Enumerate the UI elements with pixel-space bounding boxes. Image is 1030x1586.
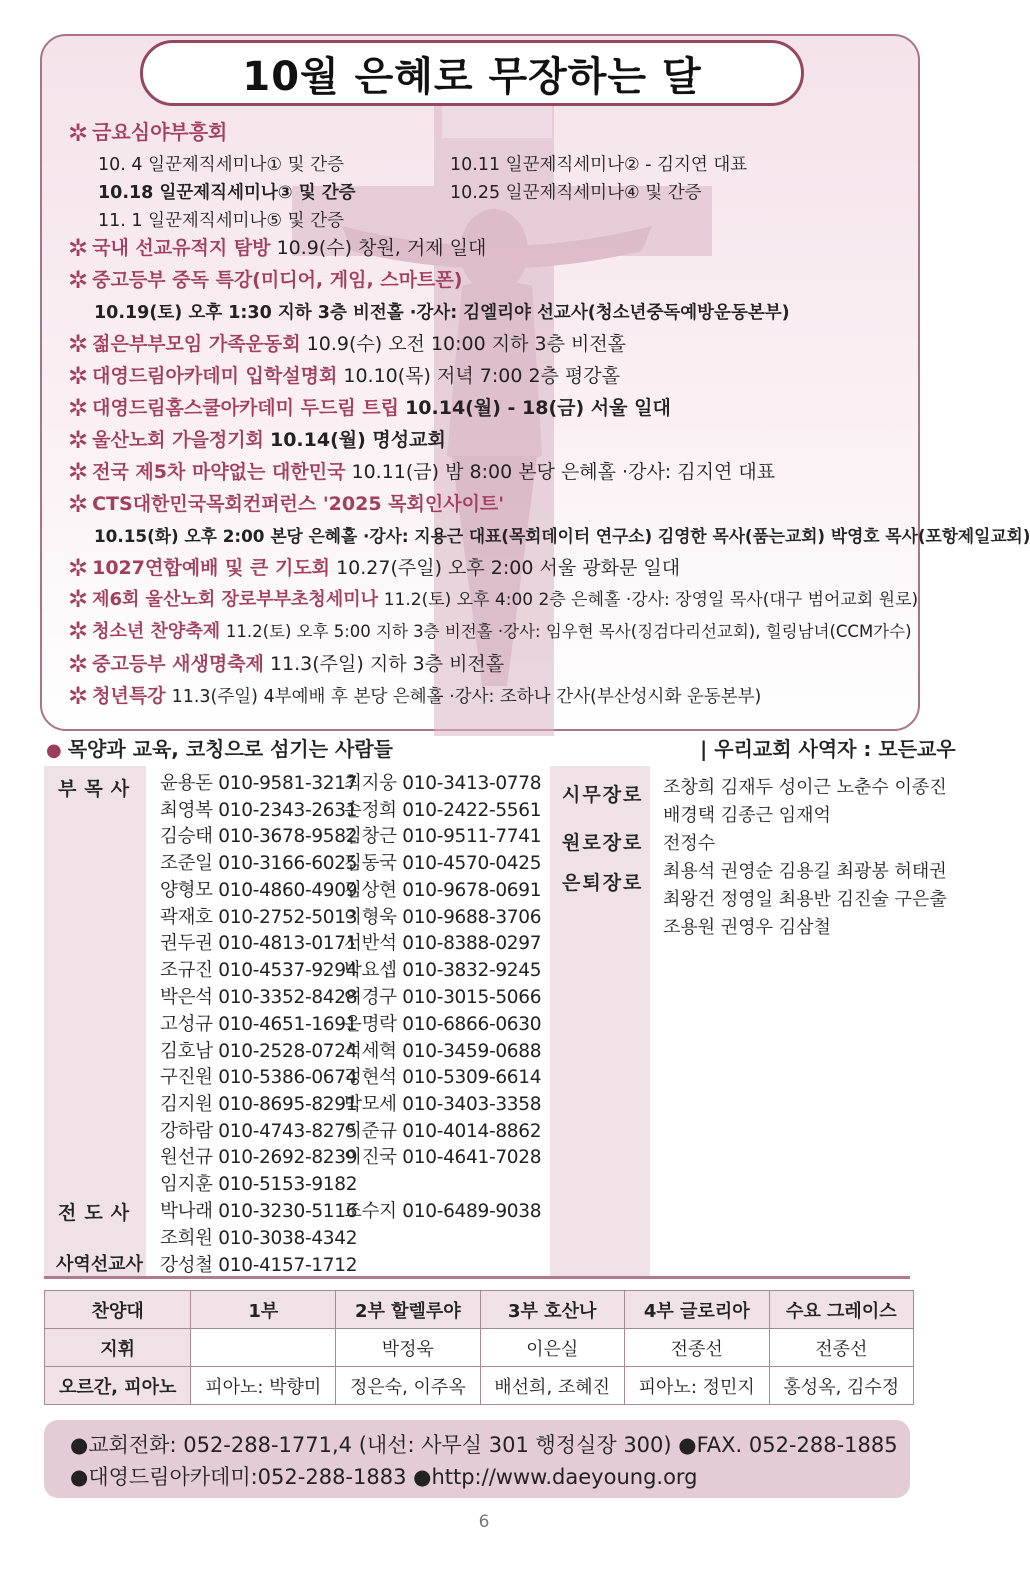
elder-names: 전정수 <box>663 833 716 854</box>
event-title: 제6회 울산노회 장로부부초청세미나 <box>92 589 378 610</box>
staff-entry: 강성철 010-4157-1712 <box>160 1255 358 1276</box>
staff-entry: 조규진 010-4537-9294 <box>160 960 358 981</box>
contact-footer <box>44 1420 910 1498</box>
staff-entry: 박은석 010-3352-8428 <box>160 987 358 1008</box>
event-title: 전국 제5차 마약없는 대한민국 <box>92 461 346 483</box>
asterisk-flower-icon: ✲ <box>68 458 89 486</box>
staff-entry: 고성규 010-4651-1691 <box>160 1014 358 1035</box>
event-detail: 11.2(토) 오후 4:00 2층 은혜홀 ·강사: 장영일 목사(대구 범어교회 원로) <box>383 590 919 610</box>
asterisk-flower-icon: ✲ <box>68 585 89 613</box>
event-title: 울산노회 가을정기회 <box>92 429 264 451</box>
table-cell: 홍성옥, 김수정 <box>769 1367 913 1405</box>
revival-item: 11. 1 일꾼제직세미나⑤ 및 간증 <box>98 211 344 231</box>
elder-names: 조창희 김재두 성이근 노춘수 이종진 <box>663 777 947 798</box>
staff-entry: 김승태 010-3678-9582 <box>160 826 358 847</box>
header-cell: 1부 <box>191 1291 336 1329</box>
header-cell: 찬양대 <box>45 1291 191 1329</box>
revival-item: 10.18 일꾼제직세미나③ 및 간증 <box>98 183 356 203</box>
event-title: 중고등부 새생명축제 <box>92 653 264 675</box>
staff-entry: 윤용돈 010-9581-3217 <box>160 773 358 794</box>
staff-entry: 조수지 010-6489-9038 <box>344 1201 542 1222</box>
staff-entry: 서반석 010-8388-0297 <box>344 933 542 954</box>
choir-table <box>44 1290 914 1405</box>
staff-entry: 박모세 010-3403-3358 <box>344 1094 542 1115</box>
congregation-note: | 우리교회 사역자 : 모든교우 <box>700 737 956 761</box>
event-title: 금요심야부흥회 <box>92 120 228 144</box>
asterisk-flower-icon: ✲ <box>68 234 89 262</box>
event-title: 대영드림홈스쿨아카데미 두드림 트립 <box>92 397 400 419</box>
event-friday-revival <box>68 116 227 147</box>
asterisk-flower-icon: ✲ <box>68 682 89 710</box>
table-cell <box>191 1329 336 1367</box>
header-cell: 4부 글로리아 <box>624 1291 769 1329</box>
row-label: 지휘 <box>45 1329 191 1367</box>
event-item <box>68 649 504 678</box>
table-cell: 전종선 <box>769 1329 913 1367</box>
event-item <box>68 425 446 454</box>
event-title: 중고등부 중독 특강(미디어, 게임, 스마트폰) <box>92 269 463 291</box>
title-banner <box>140 40 804 106</box>
event-item <box>68 233 486 262</box>
staff-entry: 곽재호 010-2752-5013 <box>160 907 358 928</box>
elder-names: 조용원 권영우 김삼철 <box>663 917 831 938</box>
role-emeritus-elder: 원로장로 <box>562 832 644 854</box>
asterisk-flower-icon: ✲ <box>68 362 89 390</box>
staff-entry: 김지원 010-8695-8291 <box>160 1094 358 1115</box>
academy-phone-website[interactable]: ●대영드림아카데미:052-288-1883 ●http://www.daeyoung.org <box>70 1465 698 1489</box>
event-title: 젊은부부모임 가족운동회 <box>92 333 301 355</box>
staff-entry: 권두권 010-4813-0171 <box>160 933 358 954</box>
event-item <box>68 585 918 613</box>
row-label: 오르간, 피아노 <box>45 1367 191 1405</box>
staff-entry: 김동국 010-4570-0425 <box>344 853 542 874</box>
event-item <box>68 553 680 582</box>
event-detail: 10.9(수) 창원, 거제 일대 <box>276 237 487 259</box>
staff-entry: 최영복 010-2343-2631 <box>160 800 358 821</box>
staff-entry: 최지웅 010-3413-0778 <box>344 773 542 794</box>
asterisk-flower-icon: ✲ <box>68 266 89 294</box>
event-item <box>68 681 761 710</box>
staff-entry: 박요셉 010-3832-9245 <box>344 960 542 981</box>
staff-entry: 원선규 010-2692-8239 <box>160 1147 358 1168</box>
table-cell: 이은실 <box>480 1329 624 1367</box>
asterisk-flower-icon: ✲ <box>68 330 89 358</box>
asterisk-flower-icon: ✲ <box>68 554 89 582</box>
page-number: 6 <box>478 1512 490 1532</box>
staff-entry: 김호남 010-2528-0724 <box>160 1041 358 1062</box>
staff-entry: 박나래 010-3230-5116 <box>160 1201 358 1222</box>
event-title: 1027연합예배 및 큰 기도회 <box>92 557 331 579</box>
event-item <box>68 617 912 645</box>
asterisk-flower-icon: ✲ <box>68 490 89 518</box>
table-cell: 박정욱 <box>336 1329 480 1367</box>
table-cell: 정은숙, 이주옥 <box>336 1367 480 1405</box>
bullet-icon: ● <box>46 740 62 761</box>
staff-entry: 정현석 010-5309-6614 <box>344 1067 542 1088</box>
staff-entry: 여경구 010-3015-5066 <box>344 987 542 1008</box>
event-title: 국내 선교유적지 탐방 <box>92 237 271 259</box>
table-cell: 전종선 <box>624 1329 769 1367</box>
staff-entry: 석세혁 010-3459-0688 <box>344 1041 542 1062</box>
table-cell: 피아노: 정민지 <box>624 1367 769 1405</box>
asterisk-flower-icon: ✲ <box>68 426 89 454</box>
staff-entry: 조준일 010-3166-6025 <box>160 853 358 874</box>
events-panel <box>40 34 1030 731</box>
staff-entry: 손정희 010-2422-5561 <box>344 800 542 821</box>
elder-names: 최왕건 정영일 최용반 김진술 구은출 <box>663 889 947 910</box>
event-detail: 10.14(월) - 18(금) 서울 일대 <box>405 397 671 419</box>
event-title: CTS대한민국목회컨퍼런스 '2025 목회인사이트' <box>92 493 505 515</box>
staff-entry: 이형욱 010-9688-3706 <box>344 907 542 928</box>
staff-entry: 김상현 010-9678-0691 <box>344 880 542 901</box>
event-title: 대영드림아카데미 입학설명회 <box>92 365 338 387</box>
staff-entry: 이준규 010-4014-8862 <box>344 1121 542 1142</box>
revival-item: 10. 4 일꾼제직세미나① 및 간증 <box>98 155 344 175</box>
staff-heading-text: 목양과 교육, 코칭으로 섬기는 사람들 <box>67 737 393 761</box>
event-detail: 10.11(금) 밤 8:00 본당 은혜홀 ·강사: 김지연 대표 <box>351 461 776 483</box>
staff-entry: 임지훈 010-5153-9182 <box>160 1174 358 1195</box>
event-detail: 10.19(토) 오후 1:30 지하 3층 비전홀 ·강사: 김엘리야 선교사(청소년중독예방운동본부) <box>94 303 790 323</box>
event-item <box>68 265 462 294</box>
asterisk-flower-icon: ✲ <box>68 650 89 678</box>
role-retired-elder: 은퇴장로 <box>562 872 644 894</box>
elder-names: 최용석 권영순 김용길 최광봉 허태권 <box>663 861 947 882</box>
event-item <box>68 393 671 422</box>
event-detail: 10.15(화) 오후 2:00 본당 은혜홀 ·강사: 지용근 대표(목회데이터 연구소) 김영한 목사(품는교회) 박영호 목사(포항제일교회) <box>94 526 1030 546</box>
staff-entry: 은명락 010-6866-0630 <box>344 1014 542 1035</box>
table-row <box>45 1329 914 1367</box>
staff-entry: 조희원 010-3038-4342 <box>160 1228 358 1249</box>
event-detail: 11.3(주일) 지하 3층 비전홀 <box>269 653 505 675</box>
event-detail: 10.27(주일) 오후 2:00 서울 광화문 일대 <box>336 557 681 579</box>
staff-heading <box>46 733 393 762</box>
revival-item: 10.25 일꾼제직세미나④ 및 간증 <box>450 183 702 203</box>
table-cell: 배선희, 조혜진 <box>480 1367 624 1405</box>
asterisk-flower-icon: ✲ <box>68 119 89 147</box>
header-cell: 2부 할렐루야 <box>336 1291 480 1329</box>
event-title: 청소년 찬양축제 <box>92 621 221 642</box>
staff-entry: 강하람 010-4743-8275 <box>160 1121 358 1142</box>
event-item <box>68 489 504 518</box>
event-detail: 11.2(토) 오후 5:00 지하 3층 비전홀 ·강사: 임우현 목사(징검다리선교회), 힐링남녀(CCM가수) <box>225 622 912 641</box>
event-detail: 10.9(수) 오전 10:00 지하 3층 비전홀 <box>306 333 627 355</box>
revival-item: 10.11 일꾼제직세미나② - 김지연 대표 <box>450 155 748 175</box>
asterisk-flower-icon: ✲ <box>68 394 89 422</box>
table-header-row <box>45 1291 914 1329</box>
role-missionary: 사역선교사 <box>56 1254 143 1275</box>
header-cell: 수요 그레이스 <box>769 1291 913 1329</box>
event-detail: 10.10(목) 저녁 7:00 2층 평강홀 <box>343 365 620 387</box>
event-detail: 11.3(주일) 4부예배 후 본당 은혜홀 ·강사: 조하나 간사(부산성시화 운동본부) <box>171 687 762 707</box>
staff-entry: 구진원 010-5386-0674 <box>160 1067 358 1088</box>
event-item <box>68 361 620 390</box>
event-title: 청년특강 <box>92 685 166 707</box>
header-cell: 3부 호산나 <box>480 1291 624 1329</box>
table-row <box>45 1367 914 1405</box>
divider <box>44 1276 910 1279</box>
church-phone: ●교회전화: 052-288-1771,4 (내선: 사무실 301 행정실장 300) ●FAX. 052-288-1885 <box>70 1433 898 1457</box>
table-cell: 피아노: 박향미 <box>191 1367 336 1405</box>
role-evangelist: 전도사 <box>58 1202 138 1224</box>
event-item <box>68 457 775 486</box>
staff-entry: 양형모 010-4860-4909 <box>160 880 358 901</box>
role-active-elder: 시무장로 <box>562 784 644 806</box>
staff-entry: 이진국 010-4641-7028 <box>344 1147 542 1168</box>
role-associate-pastor: 부목사 <box>58 778 138 800</box>
elder-names: 배경택 김종근 임재억 <box>663 805 831 826</box>
staff-entry: 김창근 010-9511-7741 <box>344 826 542 847</box>
event-detail: 10.14(월) 명성교회 <box>269 429 446 451</box>
asterisk-flower-icon: ✲ <box>68 617 89 645</box>
event-item <box>68 329 626 358</box>
page-title: 10월 은혜로 무장하는 달 <box>242 53 702 100</box>
